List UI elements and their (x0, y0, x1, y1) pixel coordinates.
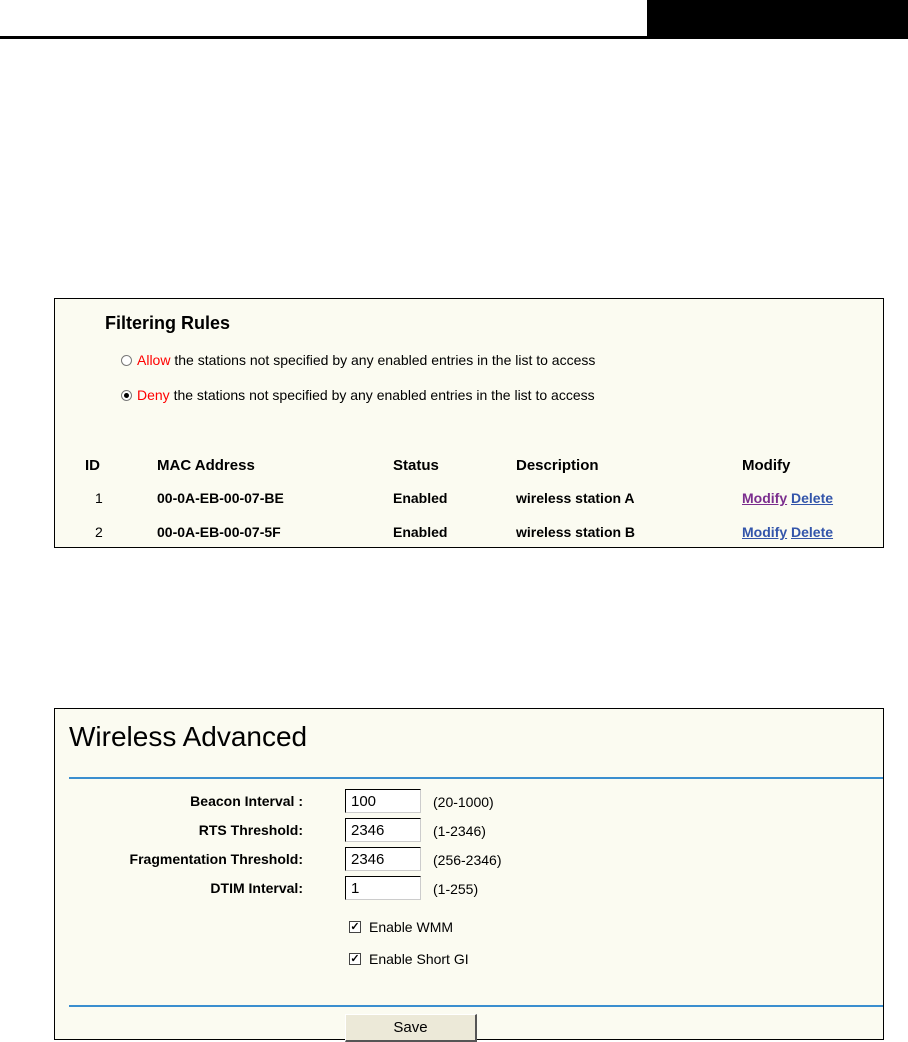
dtim-interval-input[interactable] (345, 876, 421, 900)
fragmentation-threshold-input[interactable] (345, 847, 421, 871)
col-status: Status (393, 457, 439, 474)
allow-option[interactable] (121, 352, 595, 368)
beacon-interval-range: (20-1000) (433, 794, 494, 810)
row-id: 1 (95, 490, 103, 506)
divider-bottom (69, 1005, 883, 1007)
allow-text: the stations not specified by any enabled entries in the list to access (170, 352, 596, 368)
dtim-interval-label: DTIM Interval: (210, 880, 303, 896)
wireless-advanced-title: Wireless Advanced (69, 721, 308, 752)
col-id: ID (85, 457, 100, 474)
enable-wmm-label: Enable WMM (369, 919, 454, 935)
filtering-rules-panel (54, 298, 884, 548)
delete-link[interactable]: Delete (791, 490, 834, 506)
save-button[interactable]: Save (345, 1014, 477, 1042)
allow-keyword: Allow (137, 352, 171, 368)
rts-threshold-input[interactable] (345, 818, 421, 842)
fragmentation-threshold-range: (256-2346) (433, 852, 502, 868)
divider-top (69, 777, 883, 779)
row-mac: 00-0A-EB-00-07-BE (157, 490, 284, 506)
enable-wmm-option[interactable] (349, 919, 453, 935)
row-status: Enabled (393, 490, 448, 506)
modify-link[interactable]: Modify (742, 490, 788, 506)
col-mac: MAC Address (157, 457, 255, 474)
row-description: wireless station A (516, 490, 635, 506)
deny-text: the stations not specified by any enabled entries in the list to access (169, 387, 595, 403)
dtim-interval-range: (1-255) (433, 881, 479, 897)
filtering-rules-title: Filtering Rules (105, 313, 231, 333)
enable-short-gi-checkbox[interactable]: ✓ (350, 953, 360, 965)
deny-keyword: Deny (137, 387, 170, 403)
row-actions (742, 490, 833, 506)
enable-wmm-checkbox[interactable]: ✓ (350, 921, 360, 933)
enable-short-gi-label: Enable Short GI (369, 951, 469, 967)
header-block (647, 0, 908, 37)
fragmentation-threshold-label: Fragmentation Threshold: (129, 851, 303, 867)
modify-link[interactable]: Modify (742, 524, 788, 540)
row-actions (742, 524, 833, 540)
wireless-advanced-panel (54, 708, 884, 1040)
beacon-interval-input[interactable] (345, 789, 421, 813)
enable-short-gi-option[interactable] (349, 951, 469, 967)
rts-threshold-range: (1-2346) (433, 823, 486, 839)
rts-threshold-label: RTS Threshold: (198, 822, 303, 838)
row-mac: 00-0A-EB-00-07-5F (157, 524, 281, 540)
col-description: Description (516, 457, 599, 474)
col-modify: Modify (742, 457, 791, 474)
beacon-interval-label: Beacon Interval : (190, 793, 303, 809)
allow-radio[interactable] (121, 355, 132, 366)
row-id: 2 (95, 524, 103, 540)
deny-radio[interactable] (121, 390, 132, 401)
delete-link[interactable]: Delete (791, 524, 834, 540)
row-description: wireless station B (516, 524, 636, 540)
row-status: Enabled (393, 524, 448, 540)
deny-option[interactable] (121, 387, 595, 403)
